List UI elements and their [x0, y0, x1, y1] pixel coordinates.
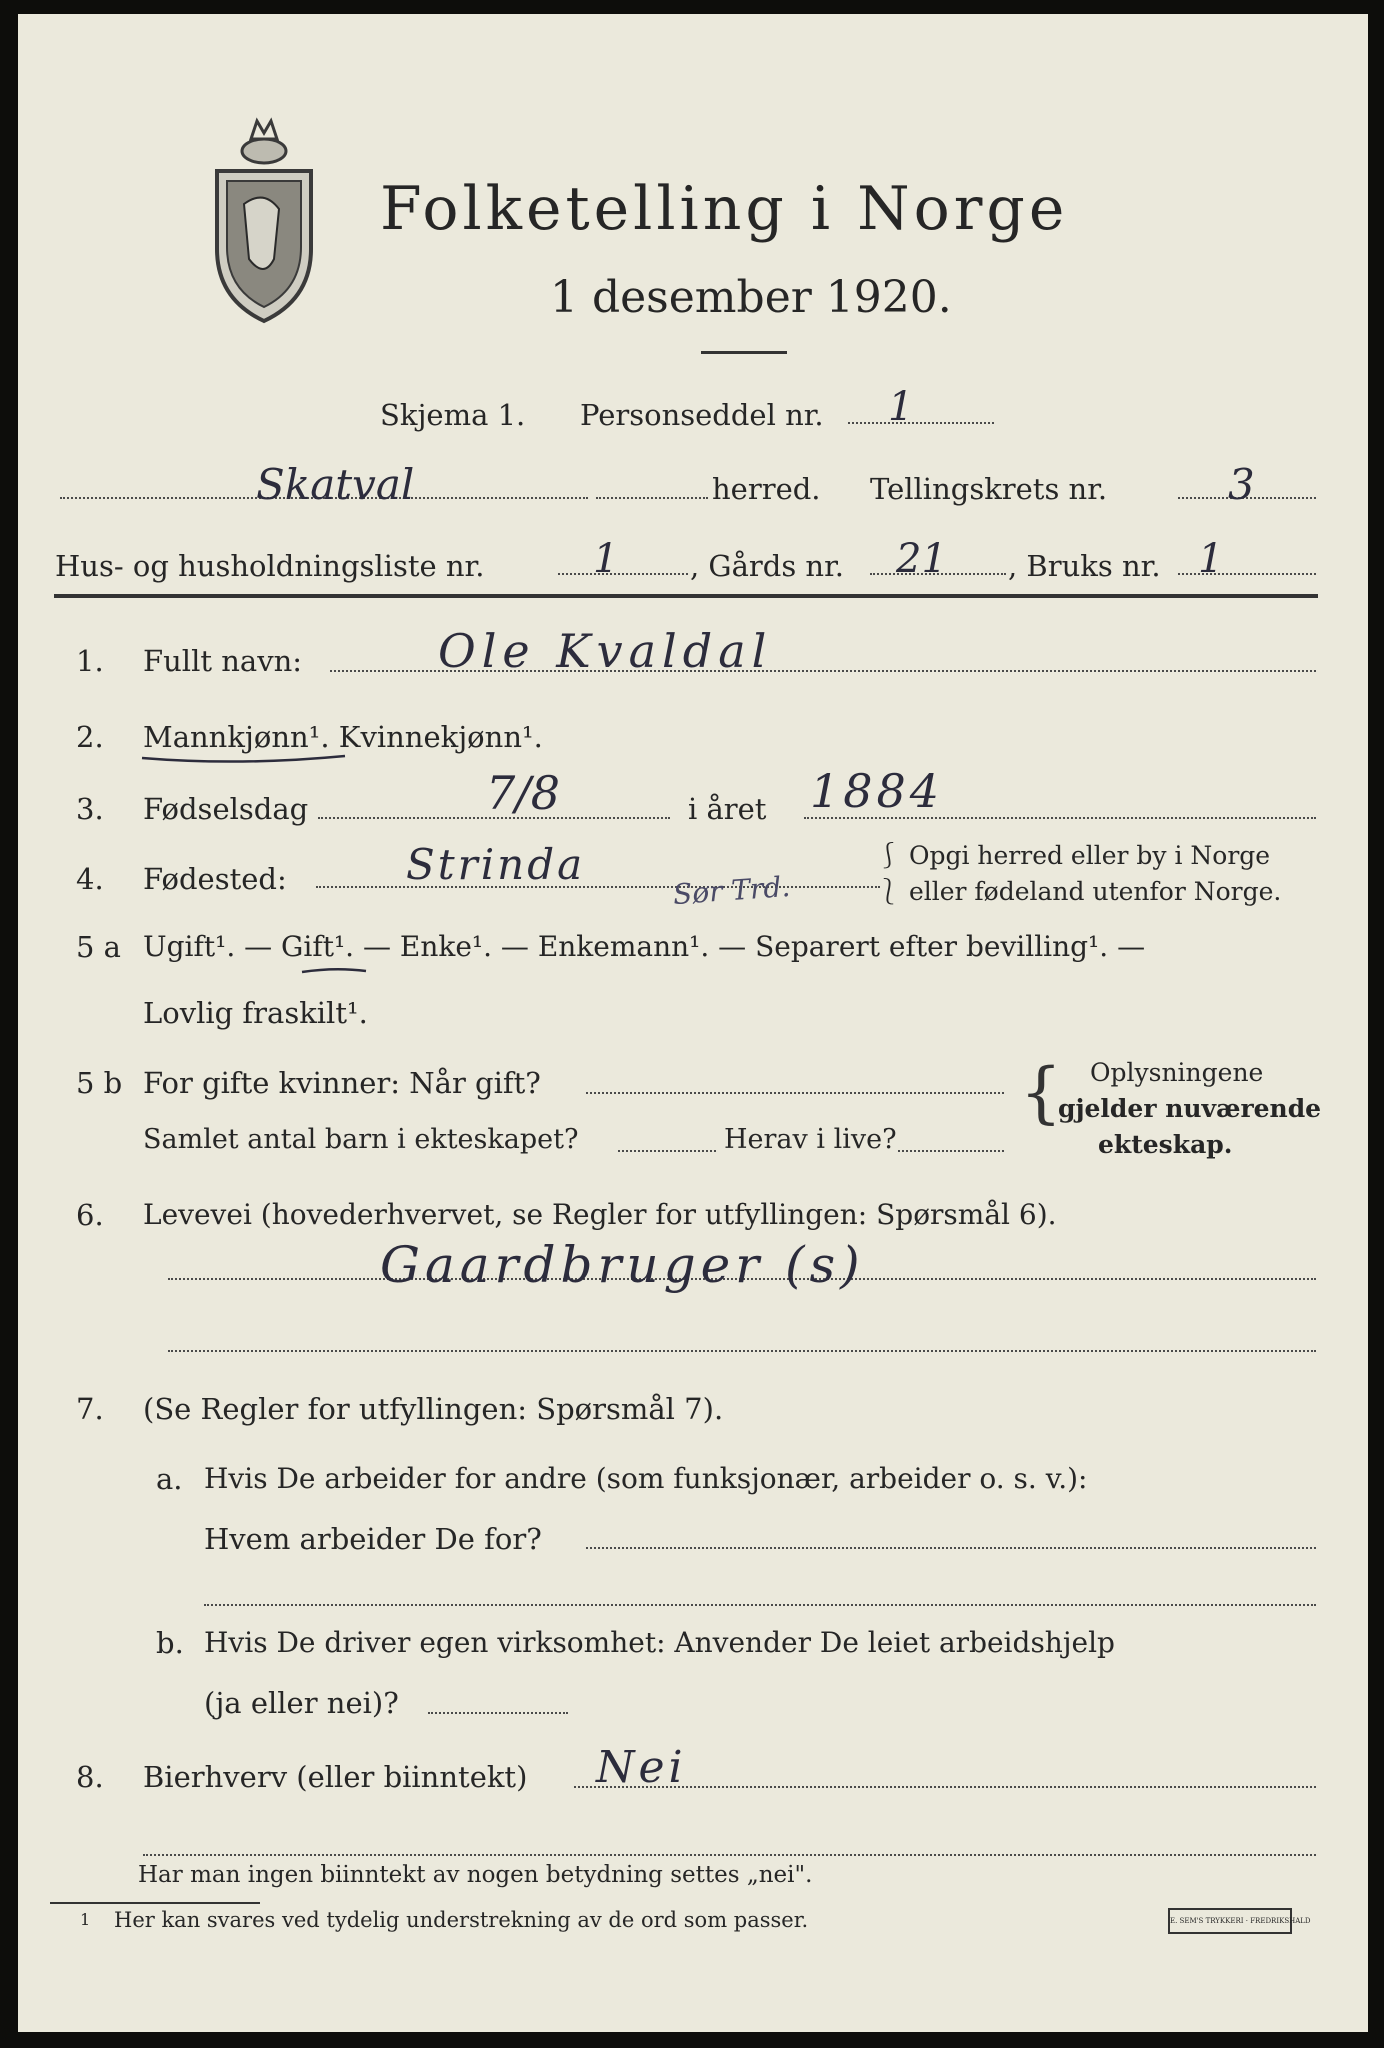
hus-line	[558, 573, 688, 575]
q1-label: Fullt navn:	[143, 644, 303, 678]
q7a-line-b	[204, 1604, 1316, 1606]
q5a-line1: Ugift¹. — Gift¹. — Enke¹. — Enkemann¹. — Separert efter bevilling¹. —	[143, 930, 1146, 963]
q7b-line2: (ja eller nei)?	[204, 1686, 399, 1720]
q7a-line1: Hvis De arbeider for andre (som funksjonær, arbeider o. s. v.):	[204, 1462, 1088, 1495]
footer-note: Har man ingen biinntekt av nogen betydning settes „nei".	[138, 1862, 813, 1888]
q4-note-line1: ⎰ Opgi herred eller by i Norge	[876, 841, 1271, 870]
q7b-letter: b.	[156, 1626, 184, 1660]
q5b-live-line	[898, 1150, 1004, 1152]
q7b-line1: Hvis De driver egen virksomhet: Anvender De leiet arbeidshjelp	[204, 1626, 1115, 1659]
q2-number: 2.	[76, 720, 104, 754]
q6-line2	[168, 1350, 1316, 1352]
q3-value: 7/8	[486, 766, 561, 820]
q4-line	[316, 886, 880, 888]
q7-label: (Se Regler for utfyllingen: Spørsmål 7).	[143, 1392, 724, 1426]
personseddel-label: Personseddel nr.	[580, 398, 824, 432]
q6-label: Levevei (hovederhvervet, se Regler for utfyllingen: Spørsmål 6).	[143, 1198, 1057, 1231]
q7a-letter: a.	[156, 1462, 183, 1496]
q5b-line1: For gifte kvinner: Når gift?	[143, 1066, 541, 1100]
norwegian-coat-of-arms-icon	[209, 109, 319, 324]
skjema-label: Skjema 1.	[380, 398, 526, 432]
personseddel-line	[848, 422, 994, 424]
q8-line2	[143, 1854, 1316, 1856]
bruks-value: 1	[1198, 536, 1224, 582]
q4-label: Fødested:	[143, 862, 287, 896]
footnote-divider	[50, 1902, 260, 1904]
q3-year-label: i året	[688, 792, 767, 826]
q5b-line2a: Samlet antal barn i ekteskapet?	[143, 1124, 579, 1155]
footnote-text: Her kan svares ved tydelig understrekning av de ord som passer.	[114, 1908, 809, 1932]
census-date: 1 desember 1920.	[550, 272, 952, 323]
q5b-number: 5 b	[76, 1066, 123, 1100]
q7-number: 7.	[76, 1392, 104, 1426]
q3-label: Fødselsdag	[143, 792, 309, 826]
q8-number: 8.	[76, 1760, 104, 1794]
herred-value: Skatval	[256, 460, 415, 509]
gards-label: , Gårds nr.	[690, 549, 844, 583]
q5a-underline-mark	[300, 964, 370, 978]
q6-number: 6.	[76, 1198, 104, 1232]
personseddel-value: 1	[888, 384, 914, 430]
q5b-brace: {	[1020, 1054, 1062, 1131]
bruks-label: , Bruks nr.	[1008, 549, 1161, 583]
q7b-line	[428, 1712, 568, 1714]
q6-value: Gaardbruger (s)	[380, 1236, 865, 1294]
q5b-note3: ekteskap.	[1098, 1130, 1233, 1159]
herred-line-2	[596, 497, 708, 499]
q8-label: Bierhverv (eller biinntekt)	[143, 1760, 528, 1794]
q5b-note1: Oplysningene	[1090, 1058, 1264, 1087]
footnote-number: 1	[80, 1910, 91, 1929]
q8-value: Nei	[596, 1742, 687, 1793]
gards-value: 21	[896, 536, 947, 582]
q2-underline-mark	[140, 752, 350, 768]
q3-year-value: 1884	[810, 764, 944, 818]
q1-number: 1.	[76, 644, 104, 678]
hus-label: Hus- og husholdningsliste nr.	[55, 549, 485, 583]
q5b-line2b: Herav i live?	[724, 1124, 897, 1155]
form-title: Folketelling i Norge	[380, 174, 1069, 244]
q1-value: Ole Kvaldal	[438, 624, 773, 678]
q4-value: Strinda	[406, 840, 586, 889]
census-form-page	[18, 14, 1368, 2032]
q7a-line-a	[586, 1547, 1316, 1549]
q5b-note2: gjelder nuværende	[1058, 1094, 1322, 1123]
q7a-line2: Hvem arbeider De for?	[204, 1522, 542, 1556]
herred-label: herred.	[712, 472, 821, 506]
hus-value: 1	[593, 536, 619, 582]
q4-value-2: Sør Trd.	[671, 869, 792, 912]
printer-stamp: E. SEM'S TRYKKERI · FREDRIKSHALD	[1168, 1908, 1292, 1934]
q4-note-line2: ⎱ eller fødeland utenfor Norge.	[876, 877, 1282, 906]
title-divider	[701, 351, 787, 354]
q5a-number: 5 a	[76, 930, 121, 964]
q5b-gift-line	[586, 1092, 1004, 1094]
tellingskrets-value: 3	[1228, 460, 1255, 509]
q2-label: Mannkjønn¹. Kvinnekjønn¹.	[143, 720, 543, 754]
q4-number: 4.	[76, 862, 104, 896]
tellingskrets-label: Tellingskrets nr.	[870, 472, 1108, 506]
q5b-barn-line	[618, 1150, 716, 1152]
q3-number: 3.	[76, 792, 104, 826]
q5a-line2: Lovlig fraskilt¹.	[143, 996, 368, 1030]
header-divider	[54, 594, 1318, 598]
